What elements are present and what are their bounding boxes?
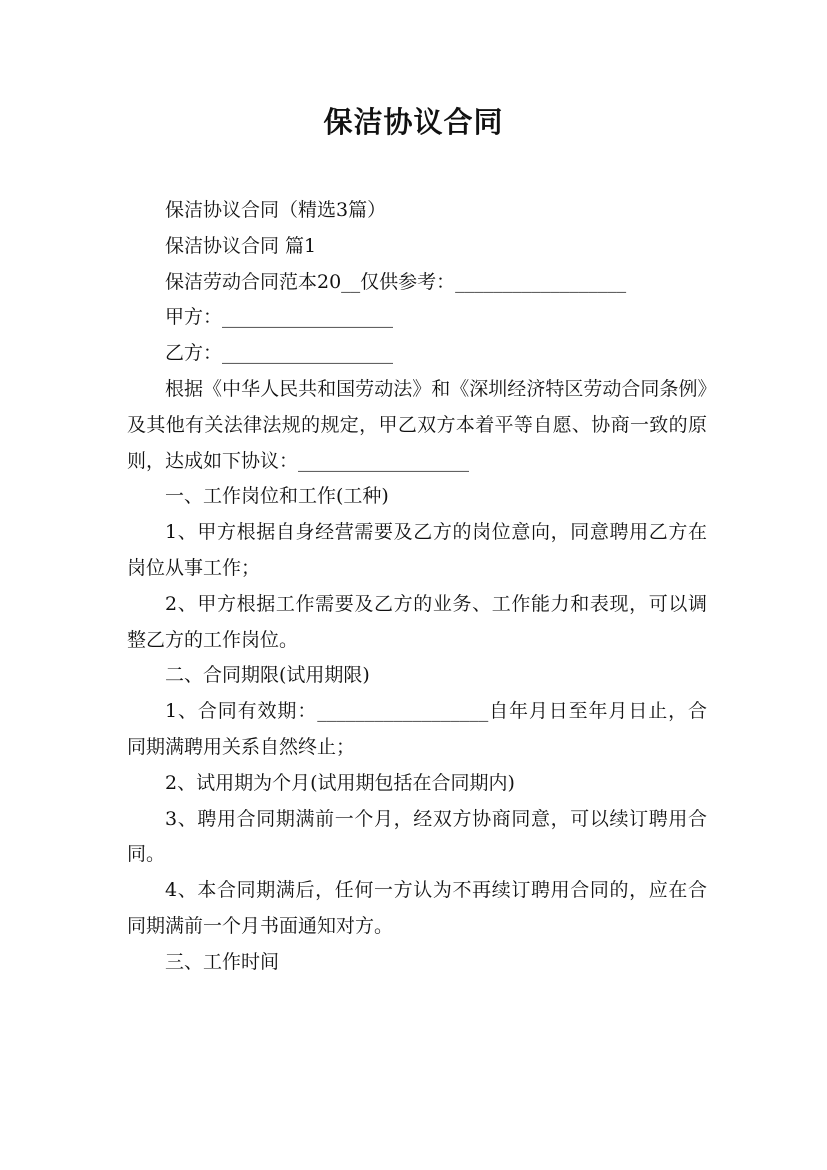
document-title: 保洁协议合同 bbox=[323, 105, 504, 139]
paragraph-heading-term: 二、合同期限(试用期限) bbox=[165, 664, 370, 687]
paragraph-clause: 1、合同有效期：__________________自年月日至年月日止，合同期满聘用关系自然终止； bbox=[127, 700, 707, 758]
paragraph-subtitle: 保洁协议合同（精选3篇） bbox=[165, 199, 387, 221]
paragraph-heading-hours: 三、工作时间 bbox=[165, 950, 280, 973]
paragraph-clause: 2、试用期为个月(试用期包括在合同期内) bbox=[165, 771, 515, 794]
paragraph-party-a: 甲方：__________________ bbox=[165, 306, 394, 329]
paragraph-template-note: 保洁劳动合同范本20__仅供参考：__________________ bbox=[165, 270, 627, 293]
paragraph-heading-position: 一、工作岗位和工作(工种) bbox=[165, 485, 389, 508]
paragraph-section-heading: 保洁协议合同 篇1 bbox=[165, 234, 317, 257]
paragraph-preamble: 根据《中华人民共和国劳动法》和《深圳经济特区劳动合同条例》及其他有关法律法规的规定，甲乙双方本着平等自愿、协商一致的原则，达成如下协议：__________________ bbox=[127, 377, 707, 472]
paragraph-clause: 4、本合同期满后，任何一方认为不再续订聘用合同的，应在合同期满前一个月书面通知对方。 bbox=[127, 879, 707, 937]
paragraph-clause: 3、聘用合同期满前一个月，经双方协商同意，可以续订聘用合同。 bbox=[127, 807, 707, 866]
paragraph-clause: 1、甲方根据自身经营需要及乙方的岗位意向，同意聘用乙方在岗位从事工作； bbox=[127, 521, 707, 579]
paragraph-party-b: 乙方：__________________ bbox=[165, 342, 394, 365]
paragraph-clause: 2、甲方根据工作需要及乙方的业务、工作能力和表现，可以调整乙方的工作岗位。 bbox=[127, 592, 707, 651]
document-body bbox=[127, 193, 707, 981]
